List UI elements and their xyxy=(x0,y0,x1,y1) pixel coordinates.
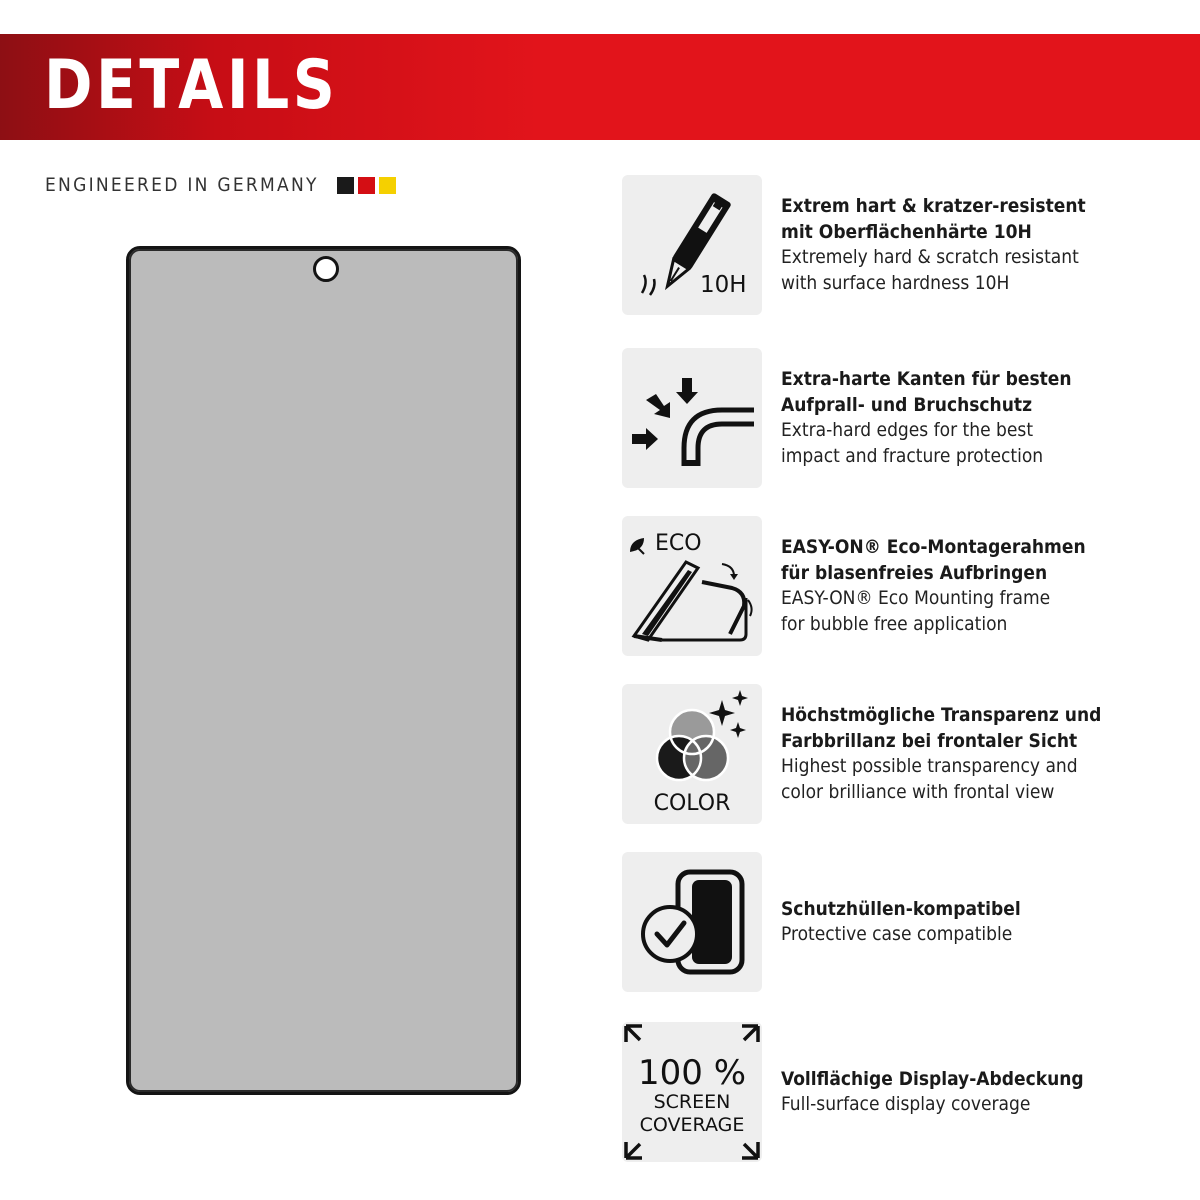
icon-label-screen: SCREEN xyxy=(653,1091,731,1113)
feature-en-line: Full-surface display coverage xyxy=(781,1093,1031,1115)
feature-en-line: with surface hardness 10H xyxy=(781,271,1010,294)
feature-de-line: mit Oberflächenhärte 10H xyxy=(781,220,1032,243)
feature-screen-coverage xyxy=(622,1022,1162,1162)
feature-text xyxy=(781,516,1171,656)
feature-hardness xyxy=(622,175,1162,315)
icon-label-100: 100 % xyxy=(637,1053,747,1093)
feature-text xyxy=(781,348,1171,488)
flag-stripe-gold xyxy=(379,177,396,194)
feature-case-compatible xyxy=(622,852,1162,992)
flag-stripe-black xyxy=(337,177,354,194)
feature-en-line: Extremely hard & scratch resistant xyxy=(781,246,1079,268)
feature-de-line: EASY-ON® Eco-Montagerahmen xyxy=(781,536,1086,558)
feature-color xyxy=(622,684,1162,824)
feature-text xyxy=(781,175,1171,315)
feature-en-line: color brilliance with frontal view xyxy=(781,780,1055,803)
phone-screen-protector-image xyxy=(126,246,521,1095)
page-title: DETAILS xyxy=(44,46,339,125)
feature-de-line: Höchstmögliche Transparenz und xyxy=(781,704,1102,726)
color-circles-icon xyxy=(622,684,762,824)
feature-de-line: Schutzhüllen-kompatibel xyxy=(781,897,1021,920)
feature-en-line: Highest possible transparency and xyxy=(781,755,1078,777)
feature-text xyxy=(781,1022,1171,1162)
hard-edges-icon xyxy=(622,348,762,488)
feature-en-line: for bubble free application xyxy=(781,612,1008,635)
feature-text xyxy=(781,852,1171,992)
feature-de-line: für blasenfreies Aufbringen xyxy=(781,561,1048,584)
feature-en-line: Extra-hard edges for the best xyxy=(781,419,1034,441)
feature-de-line: Aufprall- und Bruchschutz xyxy=(781,393,1033,416)
feature-text xyxy=(781,684,1171,824)
feature-de-line: Extrem hart & kratzer-resistent xyxy=(781,195,1086,217)
icon-label-coverage: COVERAGE xyxy=(639,1114,745,1136)
cutter-knife-icon xyxy=(622,175,762,315)
tagline-text: ENGINEERED IN GERMANY xyxy=(45,174,319,196)
flag-stripe-red xyxy=(358,177,375,194)
feature-de-line: Farbbrillanz bei frontaler Sicht xyxy=(781,729,1078,752)
screen-coverage-icon xyxy=(622,1022,762,1162)
feature-en-line: EASY-ON® Eco Mounting frame xyxy=(781,587,1051,609)
feature-en-line: impact and fracture protection xyxy=(781,444,1044,467)
icon-label-color: COLOR xyxy=(653,791,731,816)
eco-mounting-frame-icon xyxy=(622,516,762,656)
icon-label-10h: 10H xyxy=(700,272,747,298)
feature-de-line: Vollflächige Display-Abdeckung xyxy=(781,1067,1084,1090)
icon-label-eco: ECO xyxy=(655,531,702,556)
camera-cutout xyxy=(313,256,339,282)
german-flag-icon xyxy=(337,177,396,194)
feature-en-line: Protective case compatible xyxy=(781,923,1013,945)
engineered-tagline xyxy=(45,174,396,196)
feature-de-line: Extra-harte Kanten für besten xyxy=(781,368,1072,390)
feature-eco-mounting xyxy=(622,516,1162,656)
feature-hard-edges xyxy=(622,348,1162,488)
case-compatible-icon xyxy=(622,852,762,992)
header-banner xyxy=(0,34,1200,140)
